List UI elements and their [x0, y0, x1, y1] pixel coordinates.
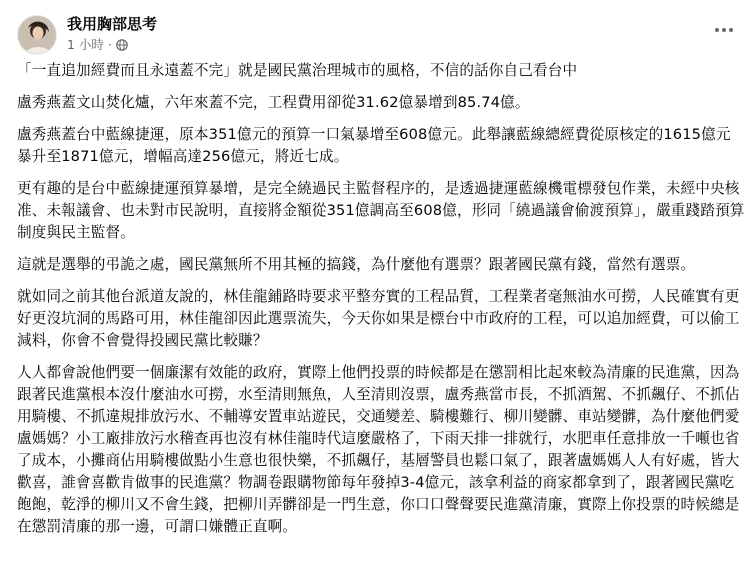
post-meta [67, 37, 128, 53]
more-options-button[interactable] [706, 12, 742, 48]
post-author-name[interactable]: 我用胸部思考 [67, 15, 158, 33]
post-paragraph: 人人都會說他們要一個廉潔有效能的政府，實際上他們投票的時候都是在懲罰相比起來較為清廉的民進黨，因為跟著民進黨根本沒什麼油水可撈，水至清則無魚，人至清則沒票，盧秀燕當市長，不抓酒駕、不抓飆仔、不抓佔用騎樓、不抓違規排放污水、不輔導安置車站遊民，交通變差、騎樓難行、柳川變髒、車站變髒，為什麼他們愛盧媽媽？小工廠排放污水稽查再也沒有林佳龍時代這麼嚴格了，下雨天排一排就行，水肥車任意排放一千噸也省了成本，小攤商佔用騎樓做點小生意也很快樂，不抓飆仔，基層警員也鬆口氣了，跟著盧媽媽人人有好處，皆大歡喜，誰會喜歡肯做事的民進黨？物調卷跟購物節每年發掉3-4億元，該拿利益的商家都拿到了，跟著國民黨吃飽飽，乾淨的柳川又不會生錢，把柳川弄髒卻是一門生意，你口口聲聲要民進黨清廉，實際上你投票的時候總是在懲罰清廉的那一邊，可謂口嫌體正直啊。 [17, 364, 740, 535]
post-header [10, 10, 746, 58]
avatar[interactable] [17, 15, 57, 55]
more-options-icon [715, 28, 719, 32]
globe-icon[interactable] [116, 39, 128, 51]
post-paragraph: 「一直追加經費而且永遠蓋不完」就是國民黨治理城市的風格，不信的話你自己看台中 [17, 62, 578, 79]
post-body [17, 60, 745, 538]
post-timestamp[interactable]: 1 小時 [67, 37, 104, 52]
post-paragraph: 這就是選舉的弔詭之處，國民黨無所不用其極的搞錢，為什麼他有選票？跟著國民黨有錢，當然有選票。 [17, 256, 696, 273]
more-options-icon-dot [722, 28, 726, 32]
post-paragraph: 就如同之前其他台派道友說的，林佳龍鋪路時要求平整夯實的工程品質，工程業者毫無油水可撈，人民確實有更好更沒坑洞的馬路可用，林佳龍卻因此選票流失，今天你如果是標台中市政府的工程，可以追加經費，可以偷工減料，你會不會覺得投國民黨比較賺？ [17, 288, 740, 349]
post-paragraph: 更有趣的是台中藍線捷運預算暴增，是完全繞過民主監督程序的，是透過捷運藍線機電標發包作業，未經中央核准、未報議會、也未對市民說明，直接將金額從351億調高至608億，形同「繞過議會偷渡預算」，嚴重踐踏預算制度與民主監督。 [17, 180, 745, 241]
post-paragraph: 盧秀燕蓋台中藍線捷運，原本351億元的預算一口氣暴增至608億元。此舉讓藍線總經費從原核定的1615億元暴升至1871億元，增幅高達256億元，將近七成。 [17, 126, 731, 165]
post-paragraph: 盧秀燕蓋文山焚化爐，六年來蓋不完，工程費用卻從31.62億暴增到85.74億。 [17, 94, 530, 111]
more-options-icon-dot [729, 28, 733, 32]
avatar-image [18, 16, 57, 55]
meta-separator: · [107, 37, 112, 52]
